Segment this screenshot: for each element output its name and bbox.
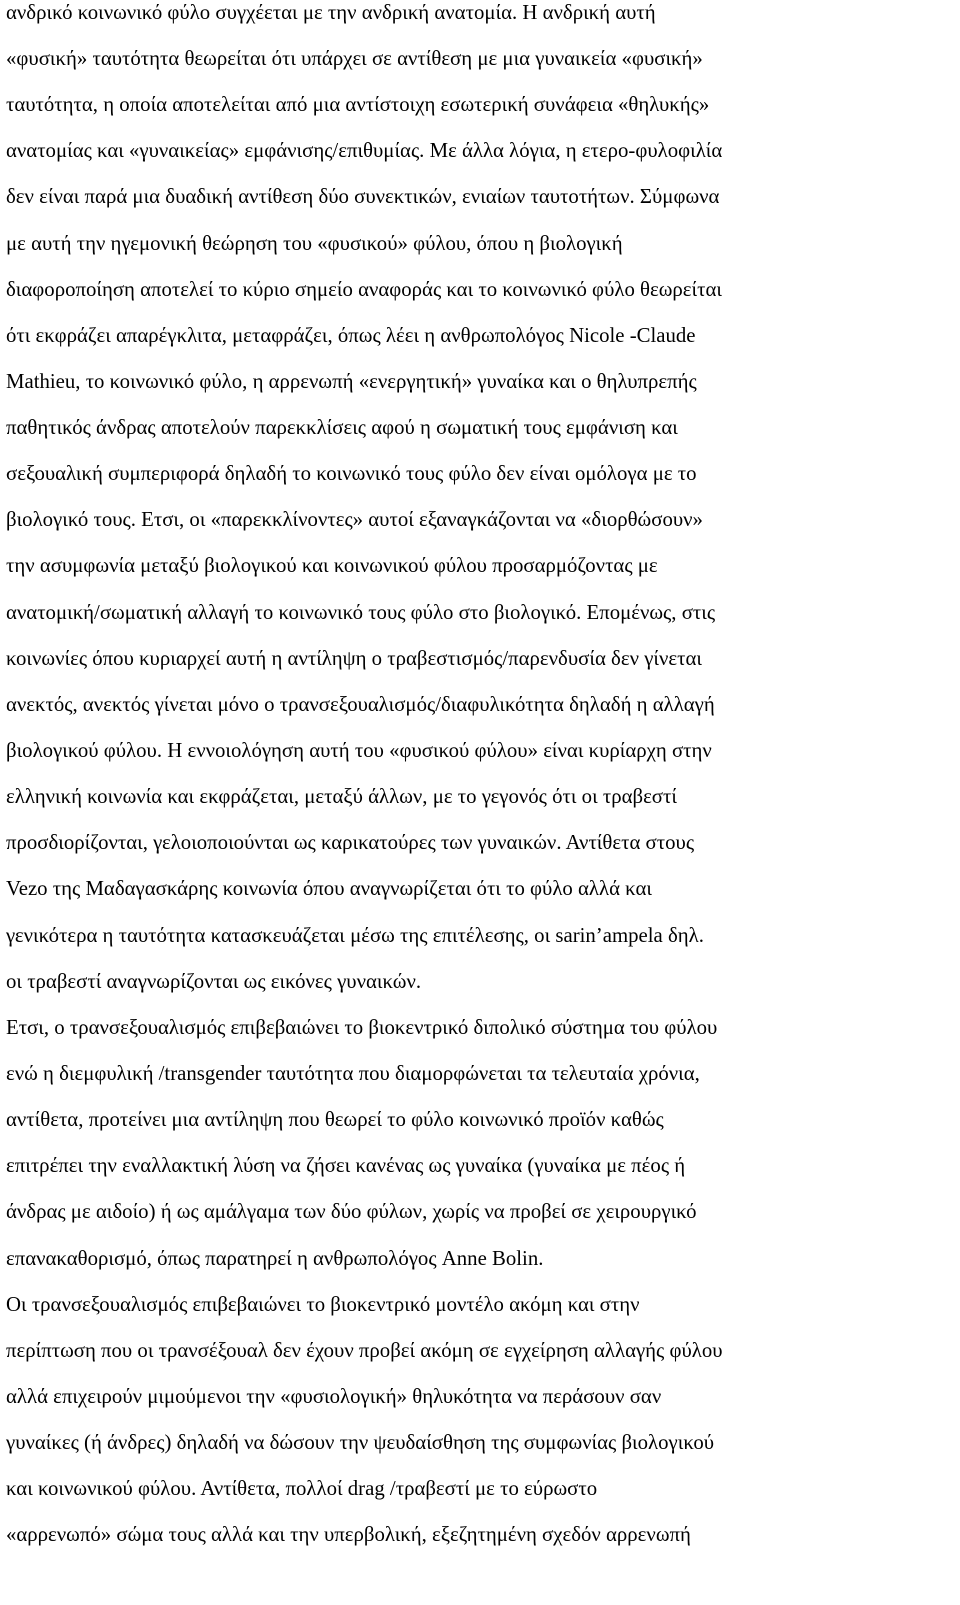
text-line: κοινωνίες όπου κυριαρχεί αυτή η αντίληψη ο τραβεστισμός/παρενδυσία δεν γίνεται	[6, 647, 702, 670]
text-line: γενικότερα η ταυτότητα κατασκευάζεται μέσω της επιτέλεσης, οι sarin’ampela δηλ.	[6, 924, 704, 947]
text-line: άνδρας με αιδοίο) ή ως αμάλγαμα των δύο φύλων, χωρίς να προβεί σε χειρουργικό	[6, 1200, 697, 1223]
text-line: αλλά επιχειρούν μιμούμενοι την «φυσιολογική» θηλυκότητα να περάσουν σαν	[6, 1385, 662, 1408]
text-line: βιολογικού φύλου. Η εννοιολόγηση αυτή του «φυσικού φύλου» είναι κυρίαρχη στην	[6, 739, 712, 762]
text-line: «φυσική» ταυτότητα θεωρείται ότι υπάρχει σε αντίθεση με μια γυναικεία «φυσική»	[6, 47, 703, 70]
text-line: ταυτότητα, η οποία αποτελείται από μια αντίστοιχη εσωτερική συνάφεια «θηλυκής»	[6, 93, 710, 116]
text-line: ανατομίας και «γυναικείας» εμφάνισης/επιθυμίας. Με άλλα λόγια, η ετερο-φυλοφιλία	[6, 139, 723, 162]
text-line: οι τραβεστί αναγνωρίζονται ως εικόνες γυναικών.	[6, 970, 422, 993]
text-line: Ετσι, ο τρανσεξουαλισμός επιβεβαιώνει το βιοκεντρικό διπολικό σύστημα του φύλου	[6, 1016, 718, 1039]
text-line: Mathieu, το κοινωνικό φύλο, η αρρενωπή «ενεργητική» γυναίκα και ο θηλυπρεπής	[6, 370, 697, 393]
text-line: προσδιορίζονται, γελοιοποιούνται ως καρικατούρες των γυναικών. Αντίθετα στους	[6, 831, 695, 854]
text-line: την ασυμφωνία μεταξύ βιολογικού και κοινωνικού φύλου προσαρμόζοντας με	[6, 554, 658, 577]
text-line: ανδρικό κοινωνικό φύλο συγχέεται με την ανδρική ανατομία. Η ανδρική αυτή	[6, 1, 656, 24]
text-line: ενώ η διεμφυλική /transgender ταυτότητα που διαμορφώνεται τα τελευταία χρόνια,	[6, 1062, 700, 1085]
text-line: «αρρενωπό» σώμα τους αλλά και την υπερβολική, εξεζητημένη σχεδόν αρρενωπή	[6, 1523, 691, 1546]
text-line: γυναίκες (ή άνδρες) δηλαδή να δώσουν την ψευδαίσθηση της συμφωνίας βιολογικού	[6, 1431, 715, 1454]
text-line: Οι τρανσεξουαλισμός επιβεβαιώνει το βιοκεντρικό μοντέλο ακόμη και στην	[6, 1293, 640, 1316]
text-line: παθητικός άνδρας αποτελούν παρεκκλίσεις αφού η σωματική τους εμφάνιση και	[6, 416, 678, 439]
text-line: δεν είναι παρά μια δυαδική αντίθεση δύο συνεκτικών, ενιαίων ταυτοτήτων. Σύμφωνα	[6, 185, 720, 208]
text-line: ανεκτός, ανεκτός γίνεται μόνο ο τρανσεξουαλισμός/διαφυλικότητα δηλαδή η αλλαγή	[6, 693, 715, 716]
text-line: επανακαθορισμό, όπως παρατηρεί η ανθρωπολόγος Anne Bolin.	[6, 1247, 544, 1270]
text-line: σεξουαλική συμπεριφορά δηλαδή το κοινωνικό τους φύλο δεν είναι ομόλογα με το	[6, 462, 697, 485]
text-line: επιτρέπει την εναλλακτική λύση να ζήσει κανένας ως γυναίκα (γυναίκα με πέος ή	[6, 1154, 686, 1177]
text-line: ανατομική/σωματική αλλαγή το κοινωνικό τους φύλο στο βιολογικό. Επομένως, στις	[6, 601, 716, 624]
text-line: ελληνική κοινωνία και εκφράζεται, μεταξύ άλλων, με το γεγονός ότι οι τραβεστί	[6, 785, 677, 808]
text-line: Vezo της Μαδαγασκάρης κοινωνία όπου αναγνωρίζεται ότι το φύλο αλλά και	[6, 877, 652, 900]
text-line: με αυτή την ηγεμονική θεώρηση του «φυσικού» φύλου, όπου η βιολογική	[6, 232, 623, 255]
text-line: αντίθετα, προτείνει μια αντίληψη που θεωρεί το φύλο κοινωνικό προϊόν καθώς	[6, 1108, 664, 1131]
text-line: διαφοροποίηση αποτελεί το κύριο σημείο αναφοράς και το κοινωνικό φύλο θεωρείται	[6, 278, 722, 301]
text-line: βιολογικό τους. Ετσι, οι «παρεκκλίνοντες» αυτοί εξαναγκάζονται να «διορθώσουν»	[6, 508, 703, 531]
text-line: περίπτωση που οι τρανσέξουαλ δεν έχουν προβεί ακόμη σε εγχείρηση αλλαγής φύλου	[6, 1339, 723, 1362]
text-line: ότι εκφράζει απαρέγκλιτα, μεταφράζει, όπως λέει η ανθρωπολόγος Nicole -Claude	[6, 324, 696, 347]
text-line: και κοινωνικού φύλου. Αντίθετα, πολλοί drag /τραβεστί με το εύρωστο	[6, 1477, 598, 1500]
